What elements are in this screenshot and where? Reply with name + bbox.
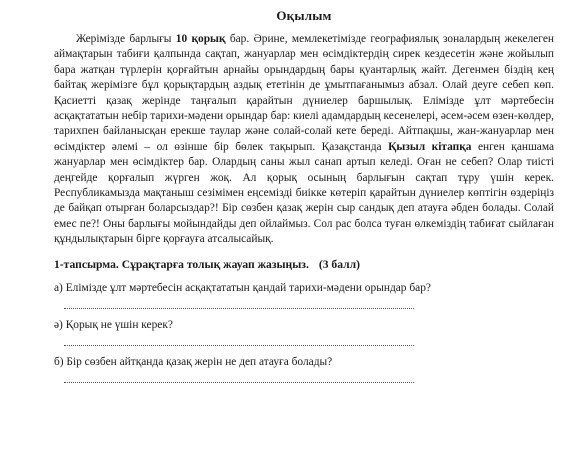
answer-line-b[interactable] xyxy=(64,382,414,383)
page-title: Оқылым xyxy=(276,8,332,23)
document-page xyxy=(54,8,554,383)
paragraph-bold-red-book: Қызыл кітапқа xyxy=(388,140,472,153)
paragraph-bold-reserves: 10 қорық xyxy=(175,33,226,45)
paragraph-text-part1: Жерімізде барлығы xyxy=(76,33,176,45)
task-heading-text: 1-тапсырма. Сұрақтарға толық жауап жазыңыз. xyxy=(54,257,309,271)
paragraph-text-part3: енген қаншама жануарлар мен өсімдіктер бар. Олардың саны жыл санап артып келеді. Оған не себеп? Олар тиісті деңгейде қорғалып жүрген жоқ. Ал қорық осының барлығын сақтап тұру үшін керек. Республикамызда мақтаныш сезімімен еңсемізді биікке көтеріп қарайтын дүниелер көптігін өздеріңіз де байқап отырған боларсыздар?! Бір сөзбен қазақ жерін сыр сандық деп атауға әбден болады. Солай емес пе?! Оны барлығы мойындайды деп ойлаймыз. Сол рас болса туған өлкеміздің табиғат сыйлаған құндылықтарын бірге қорғауға атсалысайық. xyxy=(54,140,554,246)
answer-line-ae[interactable] xyxy=(64,345,414,346)
task-points: (3 балл) xyxy=(318,257,360,271)
task-heading xyxy=(54,257,554,272)
question-ae: ә) Қорық не үшін керек? xyxy=(54,318,173,331)
reading-text-paragraph xyxy=(54,32,554,248)
answer-line-a[interactable] xyxy=(64,308,414,309)
question-a: а) Елімізде ұлт мәртебесін асқақтататын қандай тарихи-мәдени орындар бар? xyxy=(54,281,431,294)
paragraph-text-part2: бар. Әрине, мемлекетімізде географиялық зоналардың жекелеген аймақтарын табиғи қалпында сақтап, жануарлар мен өсімдіктердің сирек кездесетін және жойылып бара жатқан түрлерін қорғайтын арнайы орындардың бары қуантарлық жайт. Дегенмен біздің кең байтақ жерімізге бұл қорықтардың аздық ететінін де ұмытпағанымыз абзал. Олай деуге себеп көп. Қасиетті қазақ жерінде таңғалып қарайтын дүниелер баршылық. Елімізде ұлт мәртебесін асқақтататын небір тарихи-мәдени орындар бар: киелі адамдардың кесенелері, әсем-әсем өзен-көлдер, тарихпен байланысқан ерекше таулар және солай-солай кете береді. Айтпақшы, жан-жануарлар мен өсімдіктер әлемі – ол өзінше бір бөлек тақырып. Қазақстанда xyxy=(54,33,554,153)
question-b: б) Бір сөзбен айтқанда қазақ жерін не деп атауға болады? xyxy=(54,355,333,368)
